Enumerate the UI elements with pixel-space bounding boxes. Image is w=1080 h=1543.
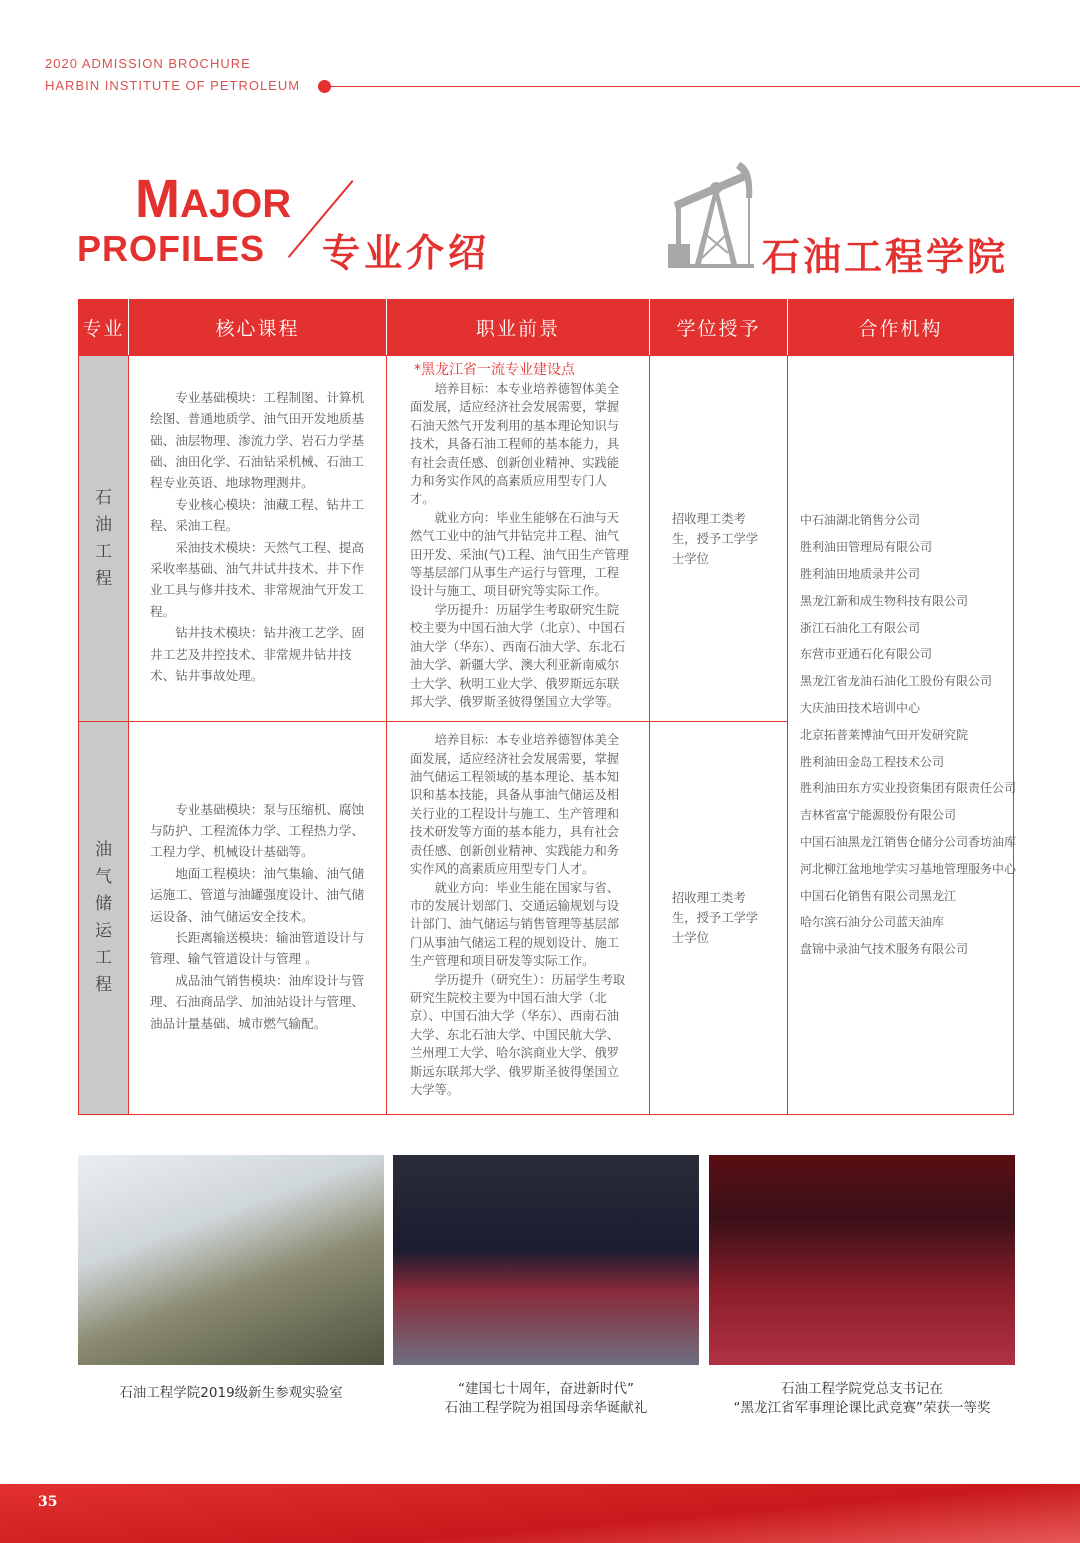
partner-item: 盘锦中录油气技术服务有限公司	[800, 942, 969, 957]
partner-item: 胜利油田东方实业投资集团有限责任公司	[800, 781, 1017, 796]
major-name: 石油工程	[79, 356, 129, 722]
course-module: 钻井技术模块：钻井液工艺学、固井工艺及井控技术、非常规井钻井技术、钻井事故处理。	[150, 625, 365, 684]
first-class-major-badge: *黑龙江省一流专业建设点	[414, 362, 575, 378]
caption-line: 石油工程学院2019级新生参观实验室	[119, 1385, 343, 1401]
header-career: 职业前景	[387, 299, 650, 356]
table-header-row	[79, 299, 1014, 356]
header-courses: 核心课程	[129, 299, 387, 356]
course-module: 采油技术模块：天然气工程、提高采收率基础、油气井试井技术、井下作业工具与修井技术、非常规油气开发工程。	[150, 539, 365, 619]
course-module: 地面工程模块：油气集输、油气储运施工、管道与油罐强度设计、油气储运设备、油气储运安全技术。	[150, 865, 365, 924]
partner-item: 浙江石油化工有限公司	[800, 620, 921, 635]
partner-item: 东营市亚通石化有限公司	[800, 647, 933, 662]
title-major-rest: AJOR	[179, 182, 292, 226]
course-module: 专业基础模块：工程制图、计算机绘图、普通地质学、油气田开发地质基础、油层物理、渗流力学、岩石力学基础、油田化学、石油钻采机械、石油工程专业英语、地球物理测井。	[150, 389, 365, 491]
degree-info: 招收理工类考生，授予工学学士学位	[650, 356, 788, 722]
header-partners: 合作机构	[788, 299, 1014, 356]
career-prospects	[387, 356, 650, 722]
partner-item: 哈尔滨石油分公司蓝天油库	[800, 915, 945, 930]
caption-line: 石油工程学院党总支书记在	[781, 1381, 943, 1397]
brochure-title: 2020 ADMISSION BROCHURE	[45, 56, 251, 71]
course-module: 专业基础模块：泵与压缩机、腐蚀与防护、工程流体力学、工程热力学、 工程力学、机械设计基础等。	[150, 801, 365, 860]
career-paragraph: 就业方向：毕业生能够在石油与天然气工业中的油气井钻完井工程、油气田开发、采油(气)工程、油气田生产管理等基层部门从事生产运行与管理，工程设计与施工、项目研究等实际工作。	[410, 510, 629, 599]
major-name: 油气储运工程	[79, 722, 129, 1115]
partner-item: 北京拓普莱博油气田开发研究院	[800, 727, 969, 742]
title-profiles: PROFILES	[77, 228, 266, 269]
title-major-initial: M	[135, 169, 180, 229]
header-major: 专业	[79, 299, 129, 356]
header-rule	[330, 86, 1080, 87]
photo-lab-visit	[78, 1155, 384, 1365]
partner-item: 河北柳江盆地地学实习基地管理服务中心	[800, 861, 1017, 876]
partner-item: 大庆油田技术培训中心	[800, 700, 921, 715]
partner-item: 黑龙江新和成生物科技有限公司	[800, 593, 969, 608]
partner-item: 胜利油田金岛工程技术公司	[800, 754, 945, 769]
career-paragraph: 培养目标：本专业培养德智体美全面发展，适应经济社会发展需要，掌握油气储运工程领域的基本理论、基本知识和基本技能，具备从事油气储运及相关行业的工程设计与施工、生产管理和技术研发等方面的基本能力，具有社会责任感、创新创业精神、实践能力和务实作风的高素质应用型专门人才。	[410, 733, 620, 877]
career-paragraph: 学历提升：历届学生考取研究生院校主要为中国石油大学（北京）、中国石油大学（华东）、西南石油大学、东北石油大学、新疆大学、澳大利亚新南威尔士大学、秋明工业大学、俄罗斯远东联邦大学、俄罗斯圣彼得堡国立大学等。	[410, 602, 626, 709]
header-degree: 学位授予	[650, 299, 788, 356]
title-major	[135, 168, 291, 230]
partner-item: 吉林省富宁能源股份有限公司	[800, 808, 957, 823]
photo-caption	[78, 1384, 384, 1403]
photo-caption	[393, 1380, 699, 1418]
page-number: 35	[38, 1494, 58, 1510]
school-name: 石油工程学院	[762, 235, 1009, 279]
table-row	[79, 356, 1014, 722]
title-chinese: 专业介绍	[322, 231, 491, 275]
major-table	[78, 298, 1017, 1115]
photo-anniversary-performance	[393, 1155, 699, 1365]
course-module: 成品油气销售模块：油库设计与管理、石油商品学、加油站设计与管理、油品计量基础、城市燃气输配。	[150, 972, 365, 1031]
degree-info: 招收理工类考生，授予工学学士学位	[650, 722, 788, 1115]
institute-name: HARBIN INSTITUTE OF PETROLEUM	[45, 78, 301, 93]
photo-award-ceremony	[709, 1155, 1015, 1365]
career-paragraph: 学历提升（研究生）：历届学生考取研究生院校主要为中国石油大学（北京）、中国石油大学（华东）、西南石油大学、东北石油大学、中国民航大学、兰州理工大学、哈尔滨商业大学、俄罗斯远东联邦大学、俄罗斯圣彼得堡国立大学等。	[410, 972, 626, 1097]
caption-line: “建国七十周年，奋进新时代”	[458, 1381, 634, 1397]
course-module: 长距离输送模块：输油管道设计与管理、输气管道设计与管理 。	[150, 930, 365, 967]
career-paragraph: 培养目标：本专业培养德智体美全面发展，适应经济社会发展需要，掌握石油天然气开发利用的基本理论知识与技术，具备石油工程师的基本能力，具有社会责任感、创新创业精神、实践能力和务实作风的高素质应用型专门人才。	[410, 382, 620, 507]
career-prospects	[387, 722, 650, 1115]
career-paragraph: 就业方向：毕业生能在国家与省、市的发展计划部门、交通运输规划与设计部门、油气储运与销售管理等基层部门从事油气储运工程的规划设计、施工生产管理和项目研发等实际工作。	[410, 880, 620, 969]
oil-pump-icon	[666, 158, 756, 270]
core-courses	[129, 356, 387, 722]
partner-item: 黑龙江省龙油石油化工股份有限公司	[800, 674, 993, 689]
footer-band	[0, 1484, 1080, 1543]
core-courses	[129, 722, 387, 1115]
partner-item: 胜利油田管理局有限公司	[800, 540, 933, 555]
partner-item: 中石油湖北销售分公司	[800, 513, 921, 528]
partner-item: 中国石化销售有限公司黑龙江	[800, 888, 957, 903]
partner-list	[788, 356, 1017, 1115]
caption-line: 石油工程学院为祖国母亲华诞献礼	[444, 1400, 648, 1416]
course-module: 专业核心模块：油藏工程、钻井工程、采油工程。	[150, 496, 365, 534]
partner-item: 胜利油田地质录井公司	[800, 566, 921, 581]
photo-caption	[709, 1380, 1015, 1418]
caption-line: “黑龙江省军事理论课比武竞赛”荣获一等奖	[733, 1400, 991, 1416]
partner-item: 中国石油黑龙江销售仓储分公司香坊油库	[800, 834, 1017, 849]
